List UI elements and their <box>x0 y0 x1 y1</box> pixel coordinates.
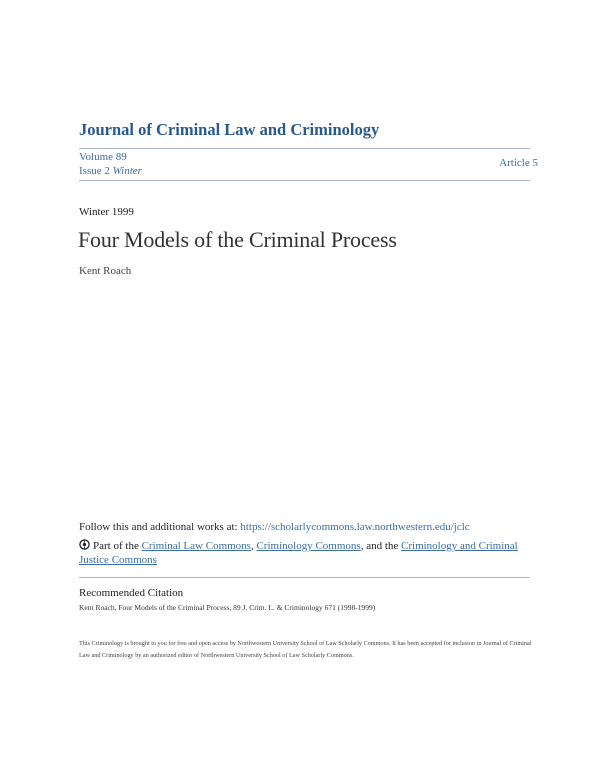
part-of-sep1: , <box>250 540 254 552</box>
citation-divider <box>79 577 530 578</box>
criminal-law-commons-link[interactable]: Criminal Law Commons <box>141 540 251 552</box>
recommended-citation-text: Kent Roach, Four Models of the Criminal Process, 89 J. Crim. L. & Criminology 671 (1998-1999) <box>79 603 376 612</box>
part-of-line <box>79 539 539 567</box>
access-statement: This Criminology is brought to you for free and open access by Northwestern University School of Law Scholarly Commons. It has been accepted for inclusion in Journal of Criminal Law and Criminology by an authorized editor of Northwestern University School of Law Scholarly Commons. <box>79 640 532 659</box>
issue-link[interactable] <box>79 165 142 177</box>
article-number-link[interactable]: Article 5 <box>499 157 538 169</box>
network-icon <box>79 539 90 550</box>
criminology-commons-link[interactable]: Criminology Commons <box>256 540 361 552</box>
criminology-criminal-justice-commons-link[interactable]: Criminology and Criminal Justice Commons <box>79 540 518 566</box>
article-title: Four Models of the Criminal Process <box>78 227 397 252</box>
issue-season: Winter <box>112 165 142 177</box>
author-name: Kent Roach <box>79 265 132 277</box>
recommended-citation-heading: Recommended Citation <box>79 587 184 599</box>
part-of-prefix: Part of the <box>93 540 139 552</box>
header-divider-bottom <box>79 180 530 181</box>
follow-url-link[interactable]: https://scholarlycommons.law.northwestern.edu/jclc <box>240 521 470 533</box>
follow-prefix: Follow this and additional works at: <box>79 521 238 533</box>
follow-line <box>79 521 470 533</box>
publication-date: Winter 1999 <box>79 206 134 218</box>
journal-title[interactable]: Journal of Criminal Law and Criminology <box>79 120 380 139</box>
header-divider-top <box>79 148 530 149</box>
part-of-sep2: , and the <box>360 540 399 552</box>
volume-link[interactable]: Volume 89 <box>79 151 127 163</box>
issue-number: Issue 2 <box>79 165 110 177</box>
